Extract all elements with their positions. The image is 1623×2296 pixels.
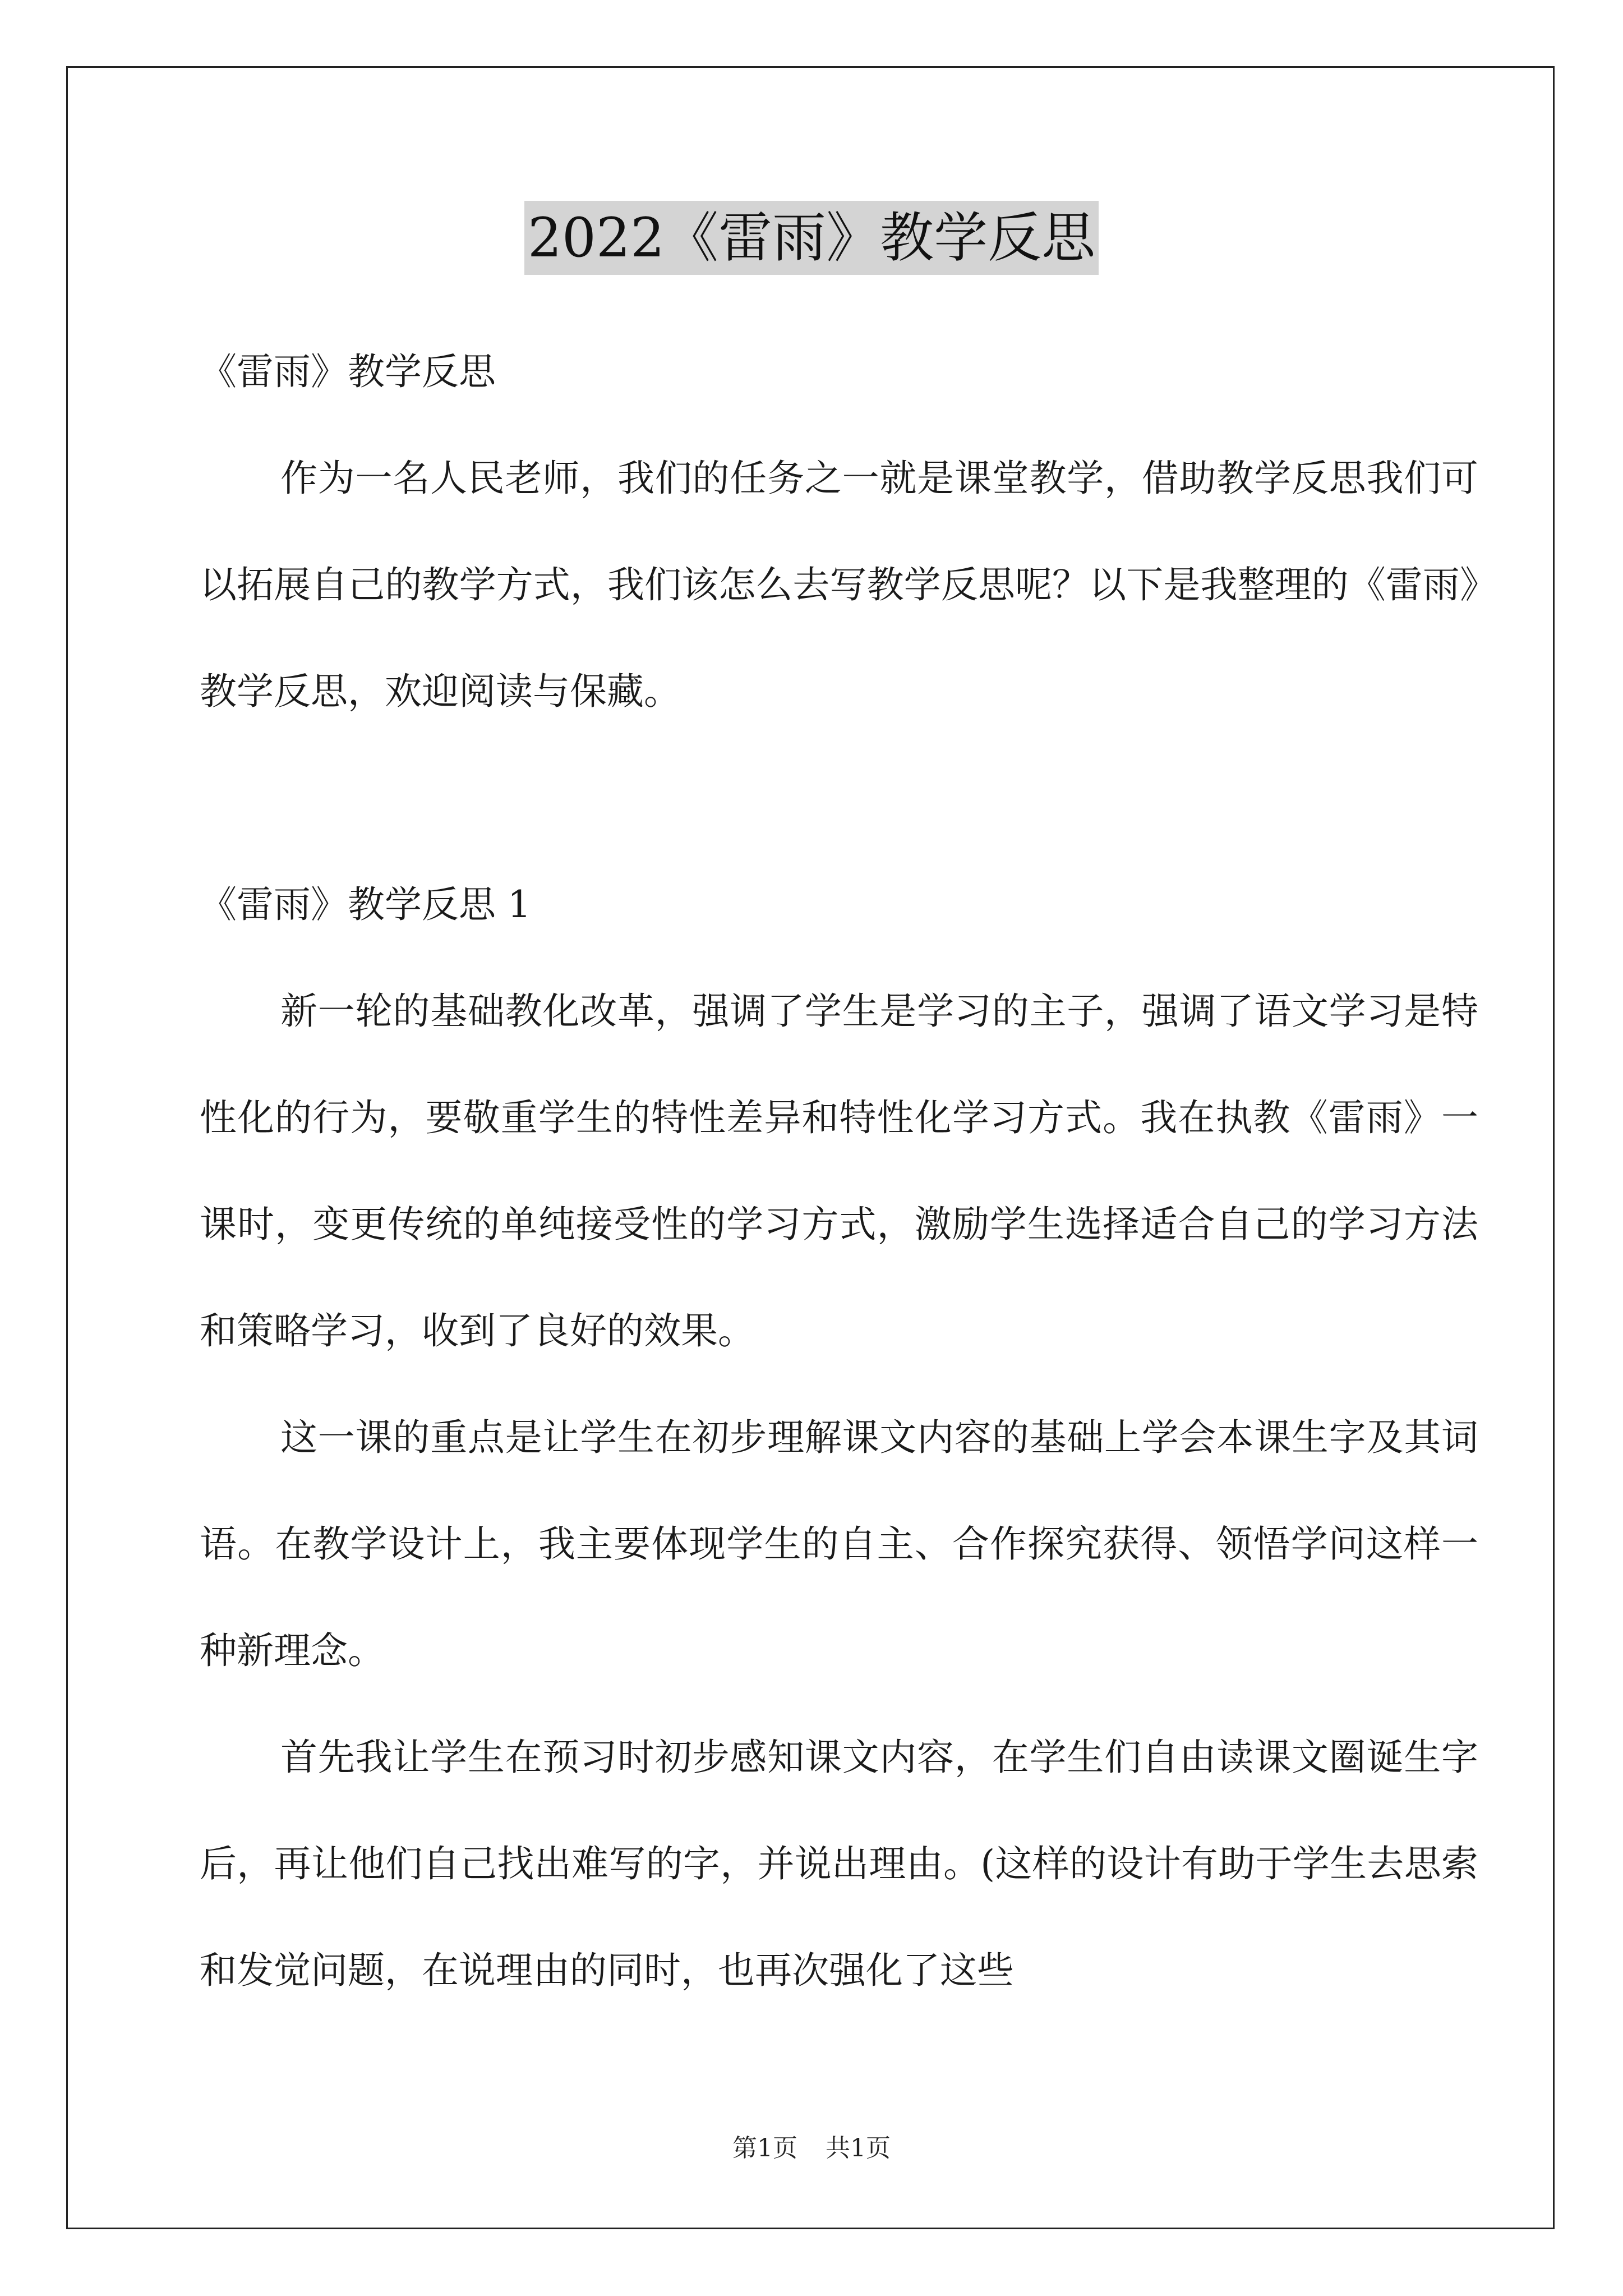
section-heading-main: 《雷雨》教学反思	[200, 350, 496, 393]
body-paragraph: 首先我让学生在预习时初步感知课文内容，在学生们自由读课文圈诞生字后，再让他们自己找出难写的字，并说出理由。(这样的设计有助于学生去思索和发觉问题，在说理由的同时，也再次强化了这些	[200, 1736, 1478, 1992]
document-body	[200, 319, 1478, 2024]
intro-paragraph: 作为一名人民老师，我们的任务之一就是课堂教学，借助教学反思我们可以拓展自己的教学方式，我们该怎么去写教学反思呢？以下是我整理的《雷雨》教学反思，欢迎阅读与保藏。	[200, 457, 1478, 713]
page-footer	[0, 2132, 1623, 2165]
section-heading-1: 《雷雨》教学反思 1	[200, 883, 531, 926]
title-container	[0, 201, 1623, 275]
body-paragraph: 新一轮的基础教化改革，强调了学生是学习的主子，强调了语文学习是特性化的行为，要敬重学生的特性差异和特性化学习方式。我在执教《雷雨》一课时，变更传统的单纯接受性的学习方式，激励学生选择适合自己的学习方法和策略学习，收到了良好的效果。	[200, 990, 1478, 1352]
page-total: 共1页	[826, 2134, 891, 2162]
document-title: 2022《雷雨》教学反思	[524, 201, 1099, 275]
section-spacer	[200, 745, 1478, 852]
page-number: 第1页	[732, 2134, 797, 2162]
body-paragraph: 这一课的重点是让学生在初步理解课文内容的基础上学会本课生字及其词语。在教学设计上，我主要体现学生的自主、合作探究获得、领悟学问这样一种新理念。	[200, 1416, 1478, 1672]
